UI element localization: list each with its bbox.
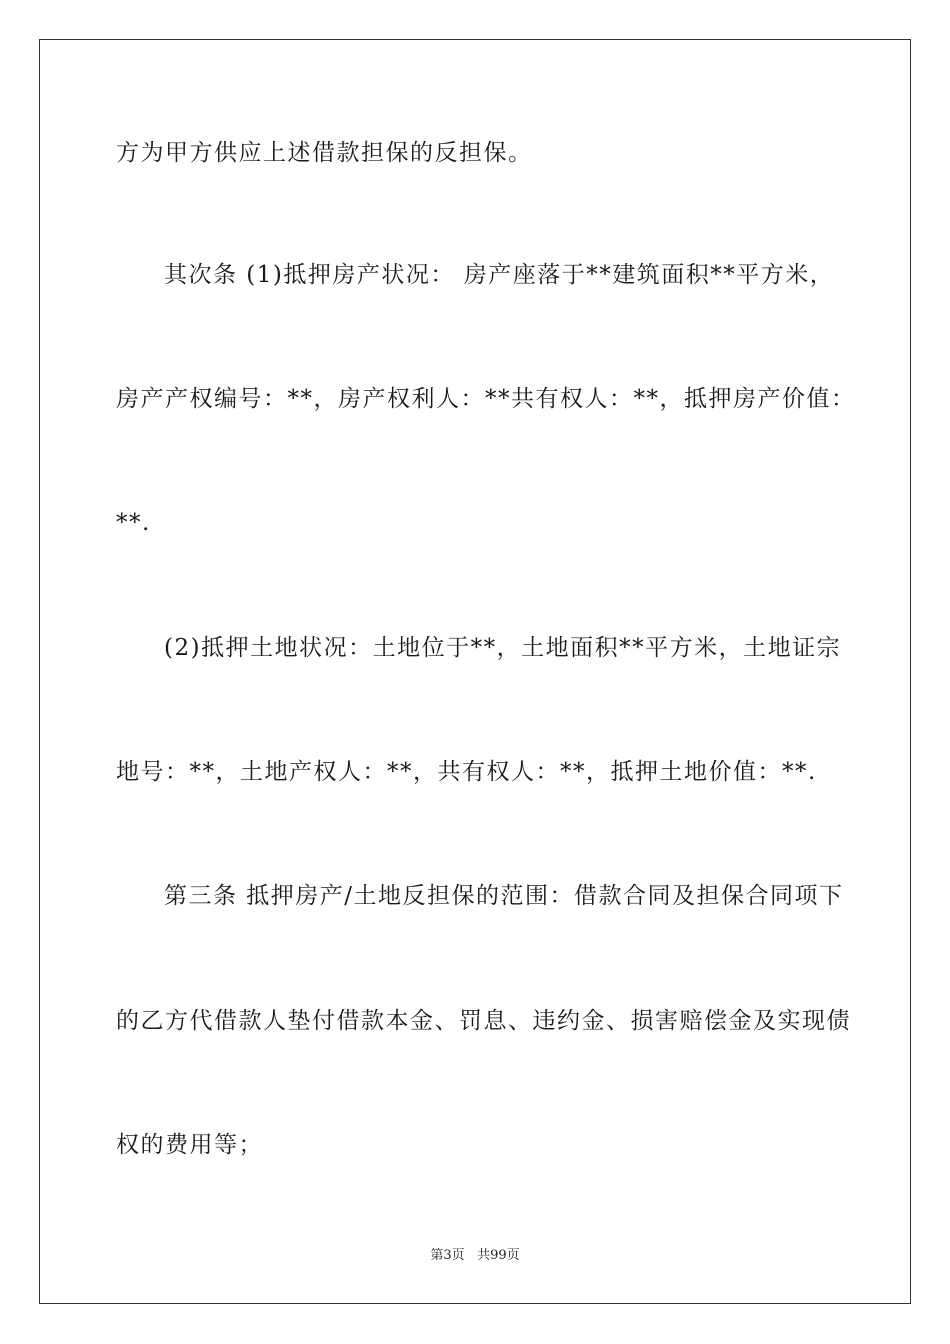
paragraph-line: 方为甲方供应上述借款担保的反担保。 [116,140,533,166]
paragraph-line: 的乙方代借款人垫付借款本金、罚息、违约金、损害赔偿金及实现债 [116,1008,851,1034]
paragraph-line: **. [116,510,151,536]
page-number: 第3页 [430,1248,465,1263]
paragraph-line: 权的费用等； [116,1132,263,1158]
page-total: 共99页 [477,1248,520,1263]
paragraph-line: 第三条 抵押房产/土地反担保的范围：借款合同及担保合同项下 [164,883,844,909]
page-footer [0,1247,950,1265]
paragraph-line: 其次条 (1)抵押房产状况： 房产座落于**建筑面积**平方米， [164,262,835,288]
paragraph-line: (2)抵押土地状况：土地位于**，土地面积**平方米，土地证宗 [164,635,842,661]
paragraph-line: 地号：**，土地产权人：**，共有权人：**，抵押土地价值：**. [116,759,817,785]
paragraph-line: 房产产权编号：**，房产权利人：**共有权人：**，抵押房产价值： [116,386,856,412]
page-border [39,39,911,1304]
